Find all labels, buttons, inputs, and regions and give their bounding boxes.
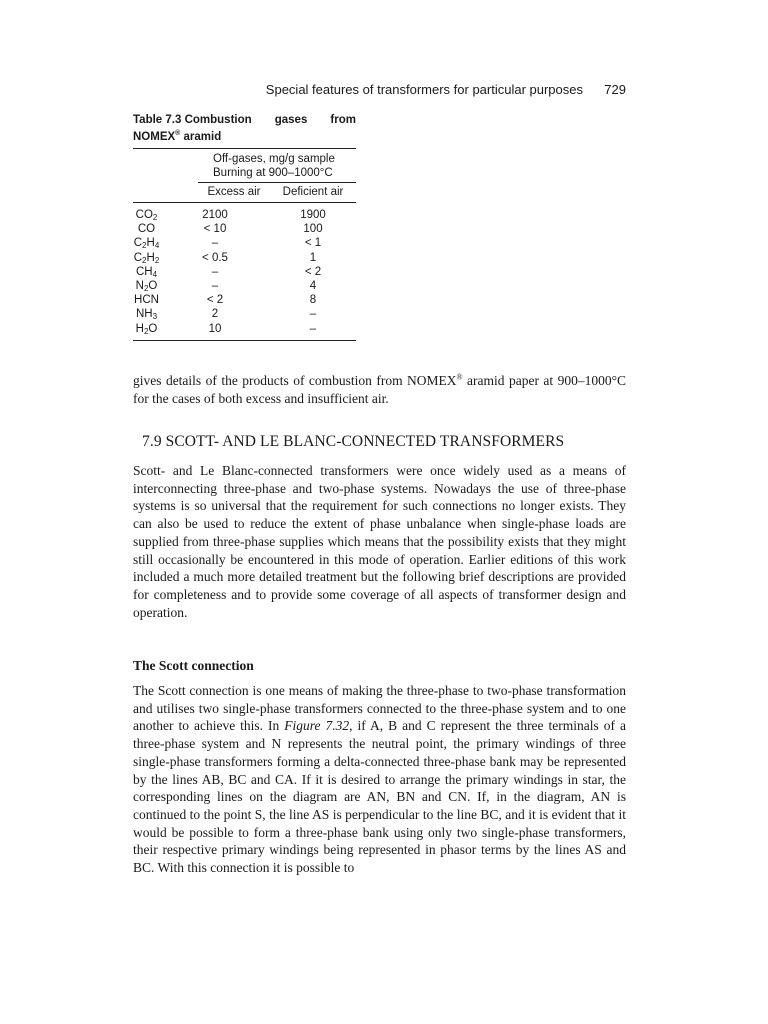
- registered-mark: ®: [175, 130, 181, 137]
- table-group-header: [213, 149, 356, 182]
- gas-formula: HCN: [134, 294, 159, 307]
- table-row: [133, 322, 356, 336]
- column-header-excess-air: Excess air: [207, 186, 261, 198]
- deficient-air-value: < 1: [304, 237, 322, 250]
- deficient-air-value: 8: [309, 294, 317, 307]
- deficient-air-value: 1: [309, 251, 317, 264]
- gas-formula: $CH_4$: [135, 265, 158, 279]
- excess-air-value: –: [211, 265, 219, 278]
- deficient-air-value: 100: [303, 223, 323, 236]
- table-caption-aramid: aramid: [180, 130, 222, 143]
- subsection-heading: The Scott connection: [133, 658, 254, 673]
- table-caption-label: Table 7.3: [133, 114, 182, 126]
- deficient-air-value: < 2: [304, 265, 322, 278]
- gas-formula: $H_2O$: [135, 322, 158, 336]
- table-caption-nomex: NOMEX: [133, 130, 176, 143]
- table-row: [133, 251, 356, 265]
- table-row: [133, 265, 356, 279]
- intro-paragraph: gives details of the products of combustion from NOMEX® aramid paper at 900–1000°C for the cases of both excess and insufficient air.: [133, 372, 627, 406]
- scott-paragraph: The Scott connection is one means of making the three-phase to two-phase transformation and utilises two single-phase transformers connected to the three-phase system and to one another to achieve this. In Figure 7.32, if A, B and C represent the three terminals of a three-phase system and N represents the neutral point, the primary windings of three single-phase transformers forming a delta-connected three-phase bank may be represented by the lines AB, BC and CA. If it is desired to arrange the primary windings in star, the corresponding lines on the diagram are AN, BN and CN. If, in the diagram, AN is continued to the point S, the line AS is perpendicular to the line BC, and it is evident that it would be possible to form a three-phase bank using only two single-phase transformers, their respective primary windings being represented in phasor terms by the lines AS and BC. With this connection it is possible to: [133, 683, 626, 876]
- gas-formula: $N_2O$: [135, 279, 158, 293]
- running-title: Special features of transformers for particular purposes: [265, 82, 583, 97]
- table-caption-word: Combustion: [184, 114, 252, 126]
- excess-air-value: 2: [211, 308, 219, 321]
- table-body: [133, 203, 356, 340]
- gas-formula: $C_2H_2$: [133, 251, 160, 265]
- combustion-gases-table: [133, 113, 356, 341]
- table-caption-word: gases: [274, 114, 308, 126]
- excess-air-value: –: [211, 279, 219, 292]
- table-column-headers: [133, 183, 356, 202]
- table-row: [133, 208, 356, 222]
- column-header-deficient-air: Deficient air: [282, 186, 344, 198]
- deficient-air-value: –: [309, 322, 317, 335]
- excess-air-value: –: [211, 237, 219, 250]
- table-row: [133, 293, 356, 307]
- table-bottom-rule: [133, 340, 356, 341]
- table-row: [133, 236, 356, 250]
- page-number: 729: [604, 82, 626, 97]
- registered-mark: ®: [456, 372, 463, 382]
- group-header-line-2: Burning at 900–1000°C: [213, 167, 333, 179]
- section-paragraph: Scott- and Le Blanc-connected transformers were once widely used as a means of interconnecting three-phase and two-phase systems. Nowadays the use of three-phase systems is so universal that the requirement for such connections no longer exists. They can also be used to reduce the extent of phase unbalance when single-phase loads are supplied from three-phase supplies which means that the possibility exists that they might still occasionally be encountered in this mode of operation. Earlier editions of this work included a much more detailed treatment but the following brief descriptions are provided for completeness and to provide some coverage of all aspects of transformer design and operation.: [133, 463, 626, 620]
- deficient-air-value: 1900: [300, 209, 326, 221]
- excess-air-value: < 10: [203, 223, 227, 236]
- gas-formula: $C_2H_4$: [133, 237, 160, 251]
- deficient-air-value: 4: [309, 279, 317, 292]
- table-row: [133, 279, 356, 293]
- table-row: [133, 222, 356, 236]
- gas-formula: CO: [137, 223, 156, 236]
- table-row: [133, 307, 356, 321]
- group-header-line-1: Off-gases, mg/g sample: [213, 153, 335, 165]
- excess-air-value: < 2: [206, 294, 224, 307]
- gas-formula: $CO_2$: [135, 209, 158, 222]
- gas-formula: $NH_3$: [135, 308, 158, 322]
- table-caption: [133, 113, 356, 141]
- table-caption-word: from: [330, 114, 356, 126]
- deficient-air-value: –: [309, 308, 317, 321]
- excess-air-value: 2100: [202, 209, 228, 221]
- excess-air-value: 10: [208, 322, 222, 335]
- running-header: [133, 82, 626, 100]
- section-heading: 7.9 SCOTT- AND LE BLANC-CONNECTED TRANSFORMERS: [142, 433, 565, 450]
- figure-reference: Figure 7.32: [284, 718, 350, 734]
- excess-air-value: < 0.5: [202, 251, 228, 264]
